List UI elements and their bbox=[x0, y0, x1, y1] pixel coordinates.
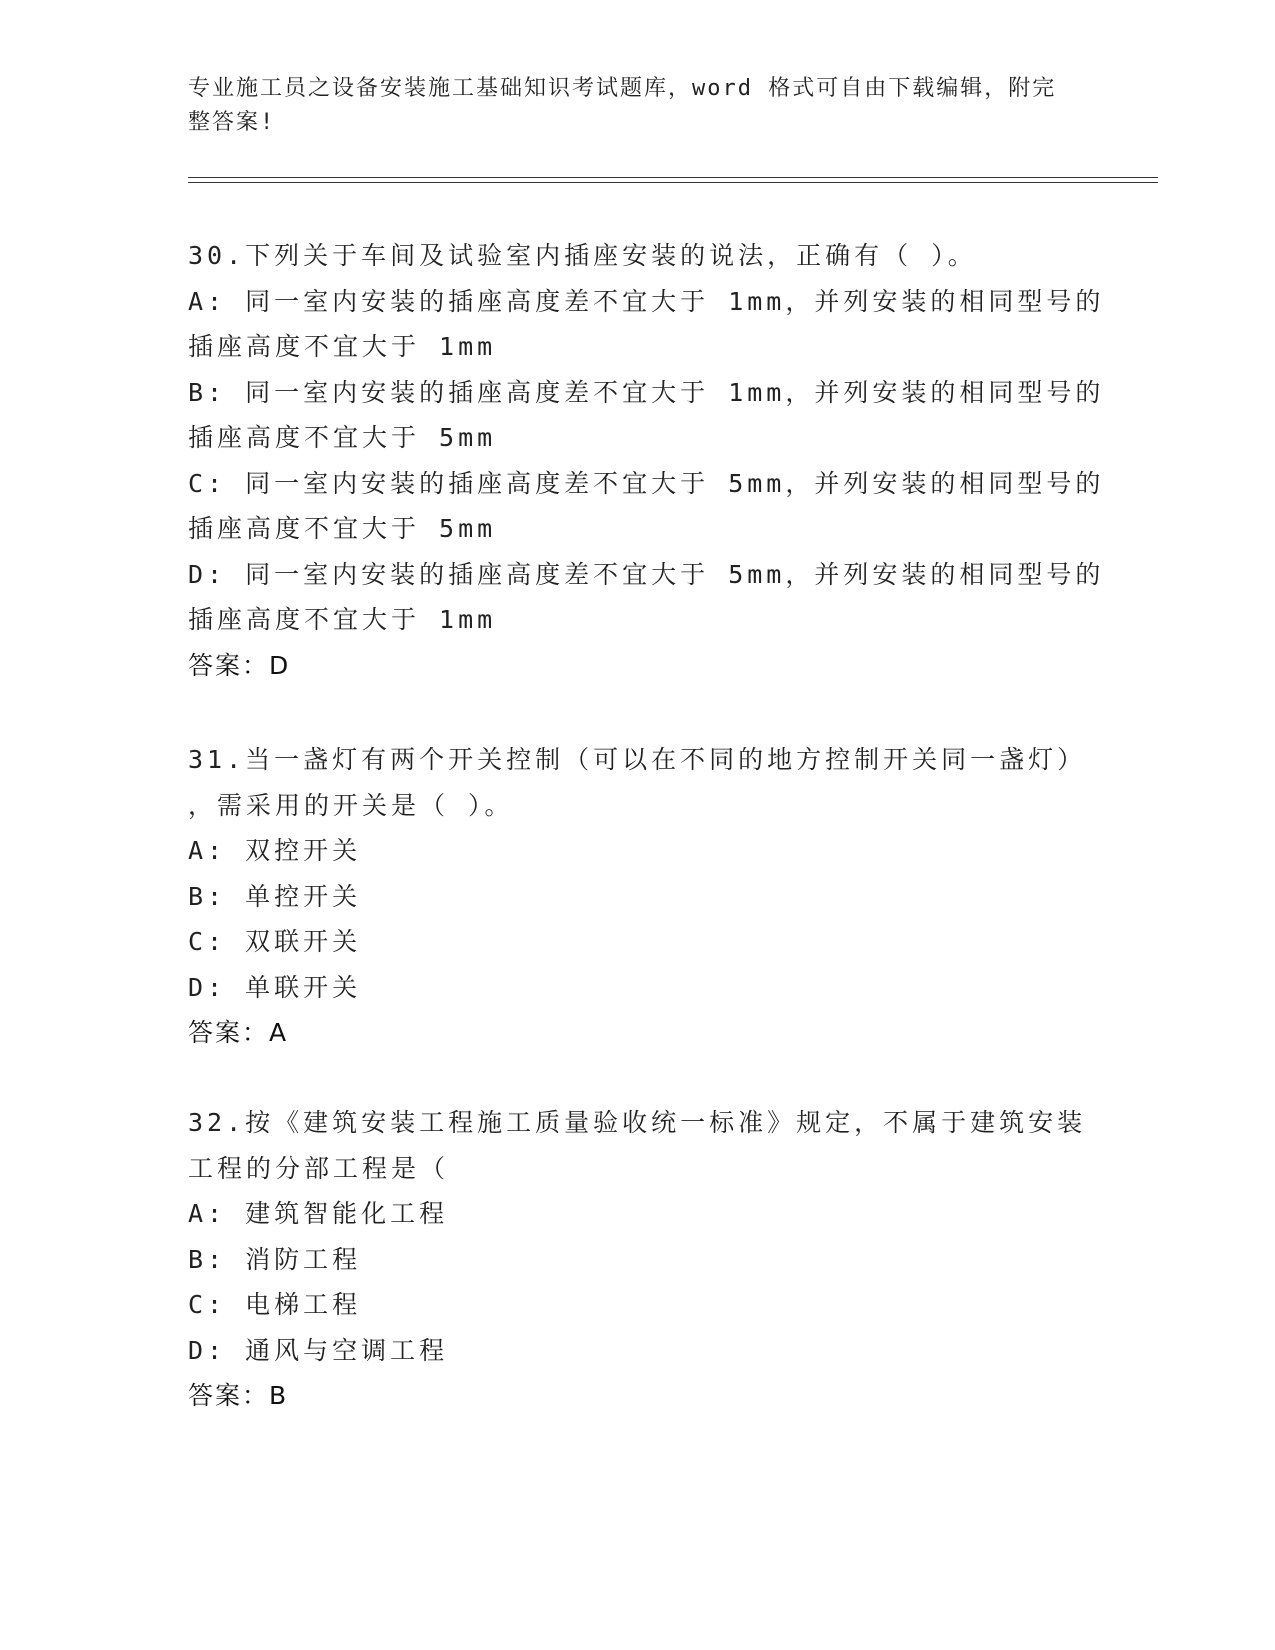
option-a-line-1: A: 同一室内安装的插座高度差不宜大于 1mm，并列安装的相同型号的 bbox=[188, 286, 1105, 316]
option-b-line-2: 插座高度不宜大于 5mm bbox=[188, 423, 497, 452]
option-d-line-1: D: 同一室内安装的插座高度差不宜大于 5mm，并列安装的相同型号的 bbox=[188, 559, 1105, 589]
option-a: A: 双控开关 bbox=[188, 836, 362, 865]
option-c: C: 电梯工程 bbox=[188, 1290, 362, 1319]
question-31 bbox=[188, 737, 1088, 1056]
answer: 答案：B bbox=[188, 1381, 289, 1410]
header-line-2: 整答案! bbox=[188, 110, 276, 135]
header-rule-bottom bbox=[188, 182, 1158, 183]
option-d: D: 单联开关 bbox=[188, 972, 362, 1002]
option-a: A: 建筑智能化工程 bbox=[188, 1199, 449, 1228]
answer: 答案：A bbox=[188, 1018, 289, 1047]
option-b: B: 单控开关 bbox=[188, 881, 362, 911]
document-header bbox=[188, 72, 1068, 140]
header-rule-top bbox=[188, 177, 1158, 178]
question-stem-line-1: 31.当一盏灯有两个开关控制（可以在不同的地方控制开关同一盏灯） bbox=[188, 745, 1087, 774]
question-stem: 30.下列关于车间及试验室内插座安装的说法，正确有（ ）。 bbox=[188, 241, 977, 270]
question-32 bbox=[188, 1100, 1088, 1419]
option-b-line-1: B: 同一室内安装的插座高度差不宜大于 1mm，并列安装的相同型号的 bbox=[188, 377, 1105, 407]
option-c-line-2: 插座高度不宜大于 5mm bbox=[188, 514, 497, 543]
question-stem-line-2: 工程的分部工程是（ bbox=[188, 1153, 450, 1183]
header-line-1: 专业施工员之设备安装施工基础知识考试题库，word 格式可自由下载编辑，附完 bbox=[188, 76, 1057, 101]
option-d: D: 通风与空调工程 bbox=[188, 1335, 449, 1365]
option-c: C: 双联开关 bbox=[188, 927, 362, 956]
question-stem-line-1: 32.按《建筑安装工程施工质量验收统一标准》规定，不属于建筑安装 bbox=[188, 1108, 1087, 1137]
option-b: B: 消防工程 bbox=[188, 1244, 362, 1274]
question-stem-line-2: ，需采用的开关是（ ）。 bbox=[188, 790, 514, 820]
question-30 bbox=[188, 233, 1105, 688]
answer: 答案：D bbox=[188, 650, 291, 680]
option-c-line-1: C: 同一室内安装的插座高度差不宜大于 5mm，并列安装的相同型号的 bbox=[188, 468, 1105, 498]
option-a-line-2: 插座高度不宜大于 1mm bbox=[188, 332, 497, 361]
option-d-line-2: 插座高度不宜大于 1mm bbox=[188, 605, 497, 634]
